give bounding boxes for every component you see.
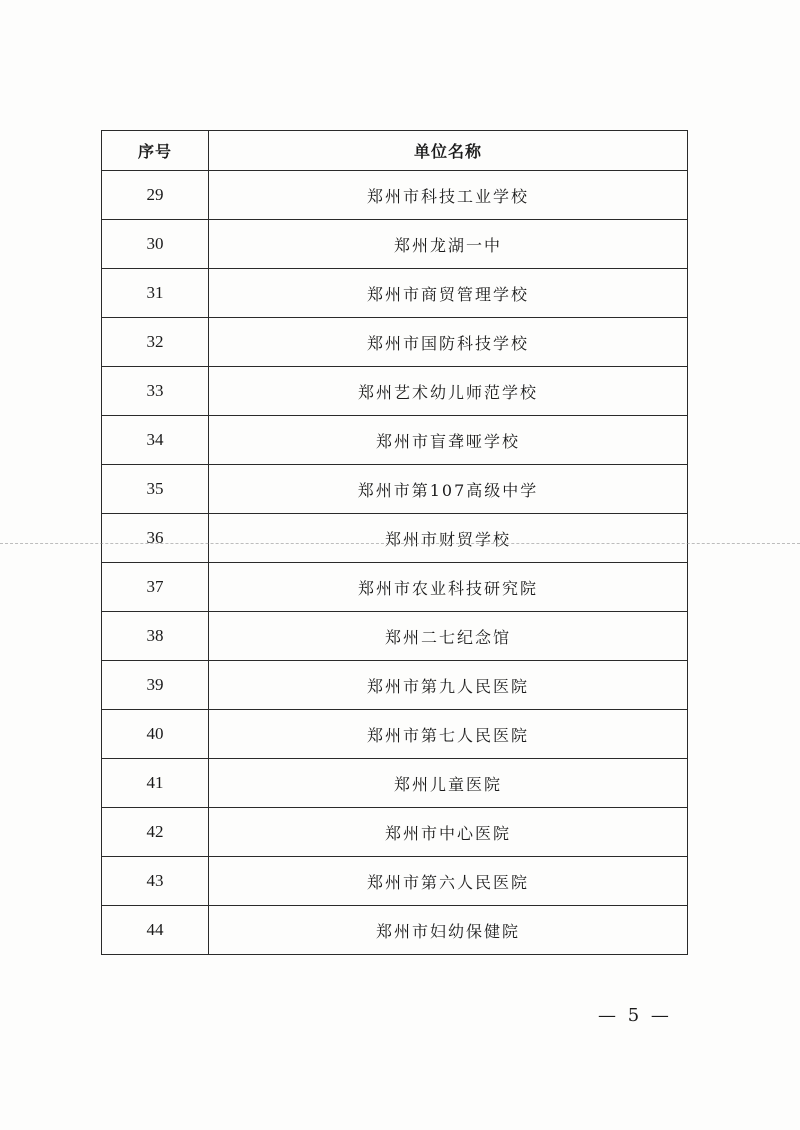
table-row	[102, 318, 688, 367]
row-unit-name: 郑州市农业科技研究院	[209, 563, 688, 612]
table-row	[102, 269, 688, 318]
scan-fold-line	[0, 543, 800, 544]
row-unit-name: 郑州二七纪念馆	[209, 612, 688, 661]
table-row	[102, 220, 688, 269]
row-number: 35	[102, 465, 209, 514]
table-row	[102, 612, 688, 661]
table-row	[102, 416, 688, 465]
row-unit-name: 郑州市盲聋哑学校	[209, 416, 688, 465]
table-row	[102, 759, 688, 808]
table-row	[102, 514, 688, 563]
table-row	[102, 906, 688, 955]
row-number: 30	[102, 220, 209, 269]
header-number: 序号	[102, 131, 209, 171]
row-number: 40	[102, 710, 209, 759]
table-row	[102, 171, 688, 220]
row-number: 33	[102, 367, 209, 416]
table-header-row	[102, 131, 688, 171]
row-unit-name: 郑州市第七人民医院	[209, 710, 688, 759]
header-unit-name: 单位名称	[209, 131, 688, 171]
row-unit-name: 郑州市中心医院	[209, 808, 688, 857]
row-number: 41	[102, 759, 209, 808]
row-unit-name: 郑州艺术幼儿师范学校	[209, 367, 688, 416]
row-number: 29	[102, 171, 209, 220]
table-row	[102, 808, 688, 857]
row-unit-name: 郑州市科技工业学校	[209, 171, 688, 220]
row-unit-name: 郑州市财贸学校	[209, 514, 688, 563]
row-number: 38	[102, 612, 209, 661]
table-header	[102, 131, 688, 171]
table-row	[102, 563, 688, 612]
row-number: 43	[102, 857, 209, 906]
row-unit-name: 郑州儿童医院	[209, 759, 688, 808]
row-unit-name: 郑州市第六人民医院	[209, 857, 688, 906]
row-unit-name: 郑州市第107高级中学	[209, 465, 688, 514]
row-unit-name: 郑州市第九人民医院	[209, 661, 688, 710]
row-unit-name: 郑州市妇幼保健院	[209, 906, 688, 955]
row-number: 44	[102, 906, 209, 955]
row-unit-name: 郑州市国防科技学校	[209, 318, 688, 367]
table-row	[102, 710, 688, 759]
table-row	[102, 661, 688, 710]
row-number: 31	[102, 269, 209, 318]
row-unit-name: 郑州市商贸管理学校	[209, 269, 688, 318]
row-number: 39	[102, 661, 209, 710]
row-number: 36	[102, 514, 209, 563]
table-body	[102, 171, 688, 955]
row-number: 34	[102, 416, 209, 465]
row-number: 42	[102, 808, 209, 857]
table-row	[102, 367, 688, 416]
row-number: 32	[102, 318, 209, 367]
page-number: — 5 —	[598, 1005, 672, 1026]
row-unit-name: 郑州龙湖一中	[209, 220, 688, 269]
row-number: 37	[102, 563, 209, 612]
table-row	[102, 465, 688, 514]
table-row	[102, 857, 688, 906]
